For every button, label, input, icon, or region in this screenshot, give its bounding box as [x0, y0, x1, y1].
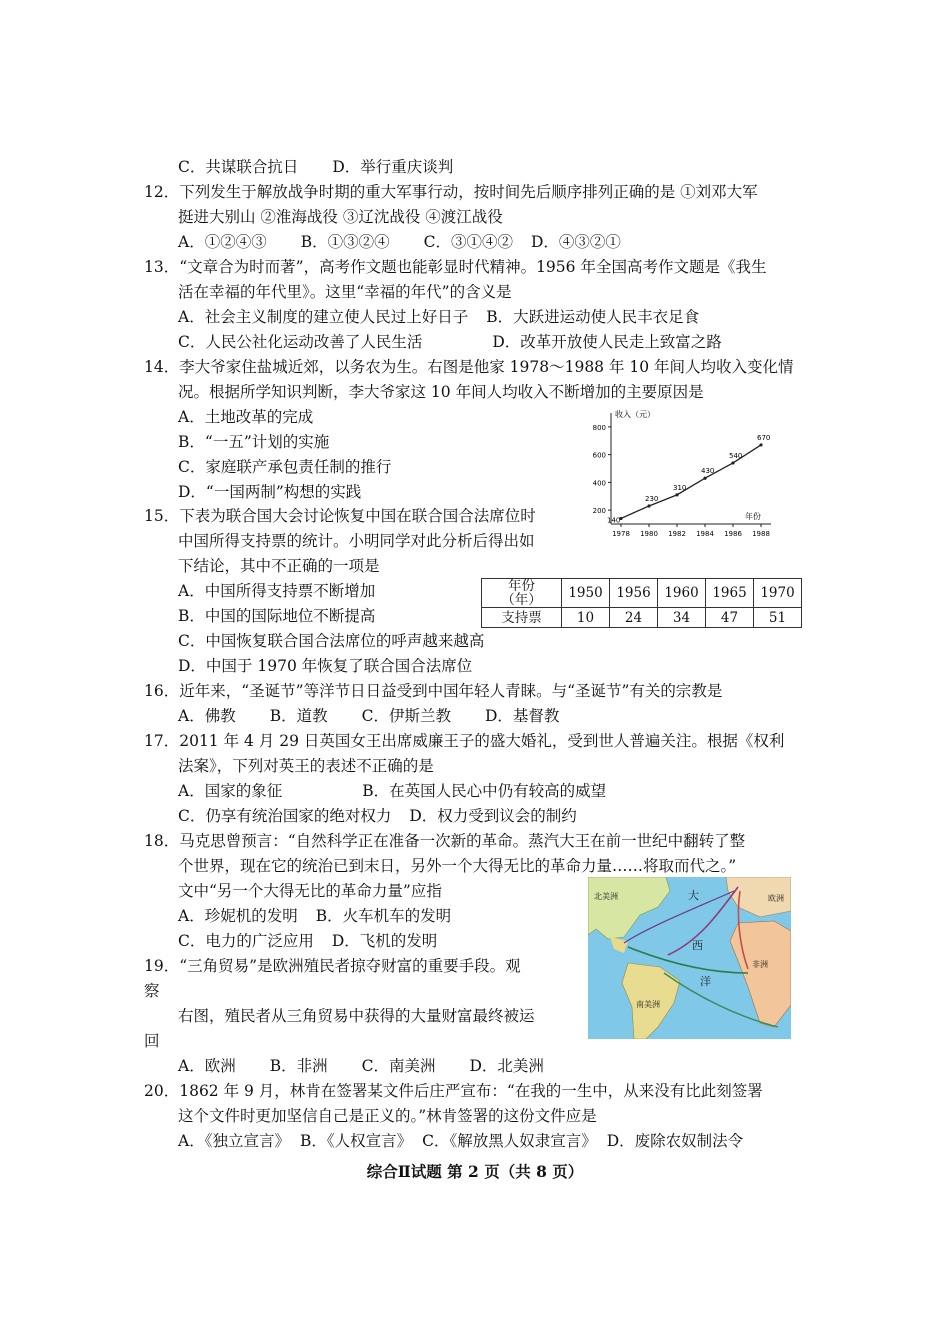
q17-options-ab: A．国家的象征 B．在英国人民心中仍有较高的威望 [178, 782, 607, 800]
q17-stem-line2: 法案》，下列对英王的表述不正确的是 [178, 757, 434, 775]
q19-stem-line2: 察 [144, 982, 160, 1000]
income-data-label: 670 [757, 433, 771, 442]
map-label-yang: 洋 [700, 975, 711, 988]
q15-stem-line3: 下结论，其中不正确的一项是 [178, 557, 380, 575]
q18-stem-line3: 文中“另一个大得无比的革命力量”应指 [178, 882, 442, 900]
vote-table-year-header: 年份 （年） [482, 579, 562, 608]
map-label-south-america: 南美洲 [636, 1000, 660, 1009]
q15-option-d: D．中国于 1970 年恢复了联合国合法席位 [178, 657, 473, 675]
year-cell: 1950 [562, 579, 610, 608]
q14-stem-line2: 况。根据所学知识判断，李大爷家这 10 年间人均收入不断增加的主要原因是 [178, 383, 704, 401]
x-tick-label: 1986 [724, 530, 742, 538]
q16-options: A．佛教 B．道教 C．伊斯兰教 D．基督教 [178, 707, 560, 725]
y-tick-label: 600 [592, 451, 606, 460]
x-tick-label: 1988 [752, 530, 770, 538]
q18-options-cd: C．电力的广泛应用 D．飞机的发明 [178, 932, 438, 950]
income-data-label: 140 [607, 516, 621, 525]
q15-option-c: C．中国恢复联合国合法席位的呼声越来越高 [178, 632, 485, 650]
q15-stem-line1: 15．下表为联合国大会讨论恢复中国在联合国合法席位时 [144, 507, 536, 525]
q14-option-d: D．“一国两制”构想的实践 [178, 483, 362, 501]
vote-cell: 24 [610, 608, 658, 628]
q13-stem-line2: 活在幸福的年代里》。这里“幸福的年代”的含义是 [178, 283, 512, 301]
q17-options-cd: C．仍享有统治国家的绝对权力 D．权力受到议会的制约 [178, 807, 577, 825]
q12-stem-line1: 12．下列发生于解放战争时期的重大军事行动，按时间先后顺序排列正确的是 ①刘邓大军 [144, 183, 758, 201]
vote-table-votes-header: 支持票 [482, 608, 562, 628]
q12-options: A．①②④③ B．①③②④ C．③①④② D．④③②① [178, 233, 621, 251]
map-label-europe: 欧洲 [768, 894, 784, 903]
x-axis-label: 年份 [745, 512, 761, 521]
page-footer: 综合Ⅱ试题 第 2 页（共 8 页） [366, 1162, 584, 1181]
income-line-chart [585, 405, 775, 540]
income-data-point [759, 443, 762, 446]
x-tick-label: 1980 [640, 530, 658, 538]
vote-cell: 47 [706, 608, 754, 628]
x-tick-label: 1984 [696, 530, 714, 538]
q15-option-b: B．中国的国际地位不断提高 [178, 607, 376, 625]
q13-options-ab: A．社会主义制度的建立使人民过上好日子 B．大跃进运动使人民丰衣足食 [178, 308, 700, 326]
year-cell: 1960 [658, 579, 706, 608]
q15-stem-line2: 中国所得支持票的统计。小明同学对此分析后得出如 [178, 532, 535, 550]
vote-table-year-row [482, 579, 802, 608]
q19-options: A．欧洲 B．非洲 C．南美洲 D．北美洲 [178, 1057, 544, 1075]
q13-stem-line1: 13．“文章合为时而著”，高考作文题也能彰显时代精神。1956 年全国高考作文题是《我生 [144, 258, 767, 276]
q20-options: A．《独立宣言》 B．《人权宣言》 C．《解放黑人奴隶宣言》 D．废除农奴制法令 [178, 1132, 744, 1150]
q11-options-cd: C．共谋联合抗日 D．举行重庆谈判 [178, 158, 454, 176]
y-tick-label: 800 [592, 423, 606, 432]
income-data-label: 230 [645, 494, 659, 503]
income-data-point [675, 493, 678, 496]
vote-table-votes-row [482, 608, 802, 628]
q19-stem-line4: 回 [144, 1032, 160, 1050]
year-cell: 1970 [754, 579, 802, 608]
q19-stem-line1: 19．“三角贸易”是欧洲殖民者掠夺财富的重要手段。观 [144, 957, 521, 975]
income-data-label: 540 [729, 451, 743, 460]
y-tick-label: 400 [592, 479, 606, 488]
q17-stem-line1: 17．2011 年 4 月 29 日英国女王出席威廉王子的盛大婚礼，受到世人普遍关注。根据《权利 [144, 732, 785, 750]
vote-table [481, 578, 802, 628]
q14-option-c: C．家庭联产承包责任制的推行 [178, 458, 392, 476]
q20-stem-line2: 这个文件时更加坚信自己是正义的。”林肯签署的这份文件应是 [178, 1107, 597, 1125]
map-label-xi: 西 [692, 939, 703, 952]
q20-stem-line1: 20．1862 年 9 月，林肯在签署某文件后庄严宣布：“在我的一生中，从来没有比此刻签署 [144, 1082, 763, 1100]
map-label-da: 大 [688, 889, 699, 902]
vote-cell: 34 [658, 608, 706, 628]
q13-options-cd: C．人民公社化运动改善了人民生活 D．改革开放使人民走上致富之路 [178, 333, 722, 351]
year-cell: 1965 [706, 579, 754, 608]
q14-option-b: B．“一五”计划的实施 [178, 433, 330, 451]
vote-cell: 51 [754, 608, 802, 628]
q12-stem-line2: 挺进大别山 ②淮海战役 ③辽沈战役 ④渡江战役 [178, 208, 503, 226]
income-data-label: 310 [673, 483, 687, 492]
year-cell: 1956 [610, 579, 658, 608]
income-data-label: 430 [701, 467, 715, 476]
q18-stem-line1: 18．马克思曾预言：“自然科学正在准备一次新的革命。蒸汽大王在前一世纪中翻转了整 [144, 832, 746, 850]
x-tick-label: 1978 [612, 530, 630, 538]
q18-stem-line2: 个世界，现在它的统治已到末日，另外一个大得无比的革命力量……将取而代之。” [178, 857, 737, 875]
map-label-africa: 非洲 [752, 960, 768, 969]
q15-option-a: A．中国所得支持票不断增加 [178, 582, 376, 600]
map-label-north-america: 北美洲 [594, 892, 618, 901]
income-data-point [703, 477, 706, 480]
x-tick-label: 1982 [668, 530, 686, 538]
q14-stem-line1: 14．李大爷家住盐城近郊，以务农为生。右图是他家 1978～1988 年 10 年间人均收入变化情 [144, 358, 794, 376]
y-axis-label: 收入（元） [615, 410, 655, 419]
q18-options-ab: A．珍妮机的发明 B．火车机车的发明 [178, 907, 452, 925]
income-data-point [731, 461, 734, 464]
vote-cell: 10 [562, 608, 610, 628]
q19-stem-line3: 右图，殖民者从三角贸易中获得的大量财富最终被运 [178, 1007, 535, 1025]
q14-option-a: A．土地改革的完成 [178, 408, 314, 426]
triangle-trade-map [588, 877, 791, 1039]
y-tick-label: 200 [592, 507, 606, 516]
q16-stem: 16．近年来，“圣诞节”等洋节日日益受到中国年轻人青睐。与“圣诞节”有关的宗教是 [144, 682, 723, 700]
income-data-point [647, 504, 650, 507]
